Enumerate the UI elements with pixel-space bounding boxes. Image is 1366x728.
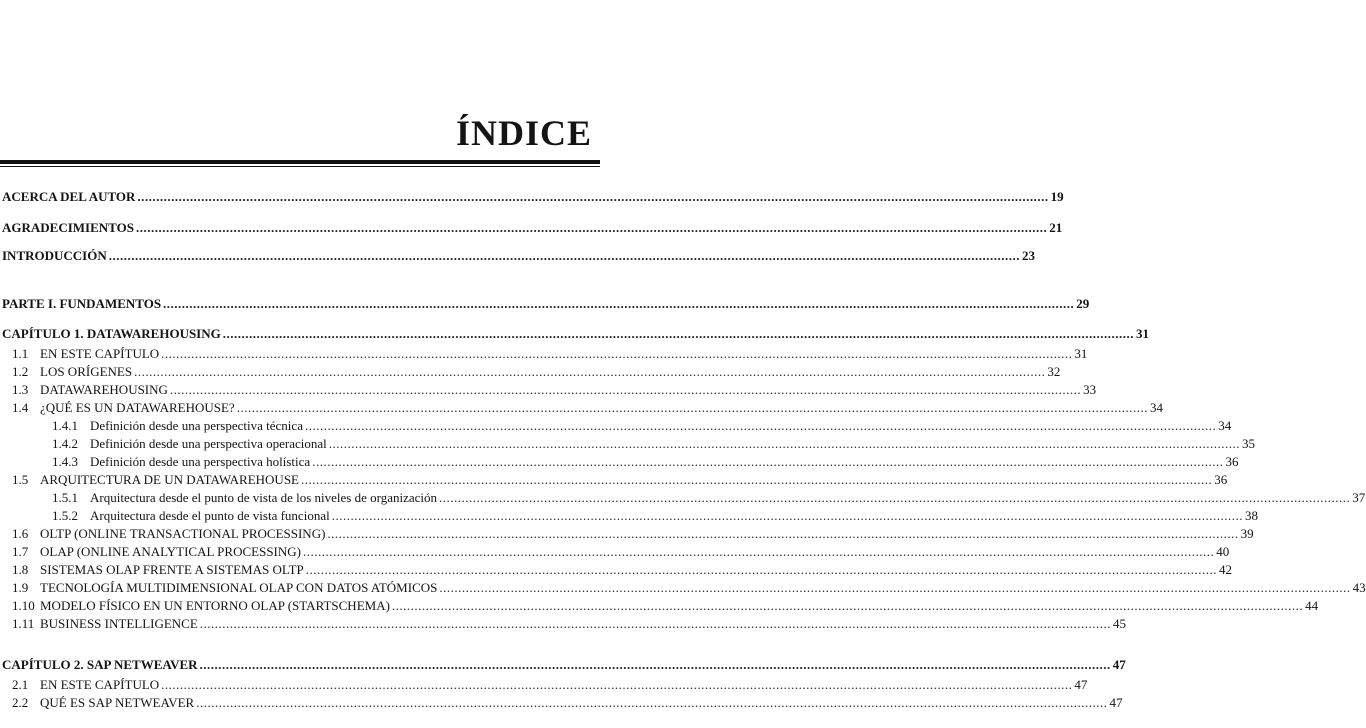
dot-leader: ...................................................................................................................................................................................................................................................: [305, 562, 1218, 577]
dot-leader: ...................................................................................................................................................................................................................................................: [161, 346, 1073, 361]
dot-leader: ...................................................................................................................................................................................................................................................: [236, 400, 1148, 415]
toc-entry-page: 39: [1240, 526, 1254, 541]
toc-entry-page: 47: [1074, 677, 1088, 692]
toc-entry-1-4-1: [52, 418, 1232, 433]
toc-entry-parte-1: [2, 296, 1090, 311]
dot-leader: ...................................................................................................................................................................................................................................................: [199, 616, 1112, 631]
toc-entry-page: 47: [1112, 657, 1126, 672]
toc-entry-page: 36: [1225, 454, 1239, 469]
toc-entry-page: 37: [1352, 490, 1366, 505]
dot-leader: ...................................................................................................................................................................................................................................................: [312, 454, 1224, 469]
toc-entry-1-4: [12, 400, 1163, 415]
toc-entry-page: 42: [1219, 562, 1233, 577]
toc-entry-label: Definición desde una perspectiva holística: [90, 454, 311, 469]
toc-entry-page: 34: [1218, 418, 1232, 433]
dot-leader: ...................................................................................................................................................................................................................................................: [304, 418, 1217, 433]
page-title: ÍNDICE: [455, 113, 592, 153]
toc-entry-1-1: [12, 346, 1088, 361]
dot-leader: ...................................................................................................................................................................................................................................................: [169, 382, 1082, 397]
toc-entry-1-5-2: [52, 508, 1258, 523]
toc-entry-label: Definición desde una perspectiva operacional: [90, 436, 327, 451]
dot-leader: ...................................................................................................................................................................................................................................................: [137, 189, 1049, 204]
dot-leader: ...................................................................................................................................................................................................................................................: [328, 436, 1241, 451]
toc-entry-page: 32: [1047, 364, 1061, 379]
toc-entry-page: 43: [1352, 580, 1366, 595]
toc-entry-label: AGRADECIMIENTOS: [2, 220, 134, 235]
toc-entry-number: 1.4.1: [52, 418, 78, 433]
dot-leader: ...................................................................................................................................................................................................................................................: [301, 472, 1213, 487]
toc-entry-1-7: [12, 544, 1230, 559]
toc-entry-number: 1.3: [12, 382, 29, 397]
toc-entry-label: INTRODUCCIÓN: [2, 248, 107, 263]
dot-leader: ...................................................................................................................................................................................................................................................: [331, 508, 1243, 523]
toc-entry-page: 36: [1214, 472, 1228, 487]
toc-entry-number: 2.1: [12, 677, 29, 692]
dot-leader: ...................................................................................................................................................................................................................................................: [327, 526, 1239, 541]
toc-entry-number: 1.9: [12, 580, 29, 595]
dot-leader: ...................................................................................................................................................................................................................................................: [135, 220, 1048, 235]
title-rule-thick: [0, 160, 600, 164]
toc-entry-number: 1.1: [12, 346, 29, 361]
title-rule-thin: [0, 166, 600, 167]
dot-leader: ...................................................................................................................................................................................................................................................: [391, 598, 1304, 613]
toc-entry-label: Definición desde una perspectiva técnica: [90, 418, 303, 433]
toc-entry-label: OLTP (ONLINE TRANSACTIONAL PROCESSING): [40, 526, 326, 541]
toc-entry-label: EN ESTE CAPÍTULO: [40, 346, 160, 361]
toc-entry-label: LOS ORÍGENES: [40, 364, 133, 379]
toc-entry-page: 33: [1083, 382, 1097, 397]
toc-entry-1-3: [12, 382, 1097, 397]
dot-leader: ...................................................................................................................................................................................................................................................: [439, 490, 1351, 505]
toc-entry-label: Arquitectura desde el punto de vista de los niveles de organización: [90, 490, 438, 505]
dot-leader: ...................................................................................................................................................................................................................................................: [163, 296, 1075, 311]
toc-entry-label: BUSINESS INTELLIGENCE: [40, 616, 198, 631]
toc-entry-number: 1.2: [12, 364, 29, 379]
toc-entry-label: PARTE I. FUNDAMENTOS: [2, 296, 162, 311]
toc-entry-1-9: [12, 580, 1366, 595]
toc-entry-page: 44: [1305, 598, 1319, 613]
toc-entry-capitulo-2: [2, 657, 1126, 672]
toc-entry-page: 31: [1136, 326, 1149, 341]
dot-leader: ...................................................................................................................................................................................................................................................: [108, 248, 1020, 263]
toc-entry-1-10: [12, 598, 1319, 613]
toc-entry-page: 29: [1076, 296, 1090, 311]
dot-leader: ...................................................................................................................................................................................................................................................: [196, 695, 1108, 710]
toc-entry-page: 38: [1244, 508, 1258, 523]
toc-entry-1-4-3: [52, 454, 1239, 469]
toc-entry-acerca: [2, 189, 1064, 204]
toc-entry-page: 21: [1049, 220, 1063, 235]
toc-entry-agradecimientos: [2, 220, 1063, 235]
toc-entry-label: QUÉ ES SAP NETWEAVER: [40, 695, 195, 710]
toc-entry-number: 1.8: [12, 562, 29, 577]
toc-entry-number: 1.4.3: [52, 454, 78, 469]
toc-entry-1-2: [12, 364, 1061, 379]
toc-entry-number: 1.5.1: [52, 490, 78, 505]
toc-entry-label: SISTEMAS OLAP FRENTE A SISTEMAS OLTP: [40, 562, 304, 577]
toc-entry-page: 35: [1242, 436, 1256, 451]
toc-entry-label: EN ESTE CAPÍTULO: [40, 677, 160, 692]
dot-leader: ...................................................................................................................................................................................................................................................: [134, 364, 1046, 379]
toc-entry-page: 31: [1074, 346, 1088, 361]
toc-entry-label: MODELO FÍSICO EN UN ENTORNO OLAP (STARTSCHEMA): [40, 598, 390, 613]
toc-entry-label: DATAWAREHOUSING: [40, 382, 168, 397]
toc-entry-1-8: [12, 562, 1233, 577]
toc-entry-page: 47: [1109, 695, 1123, 710]
dot-leader: ...................................................................................................................................................................................................................................................: [439, 580, 1351, 595]
toc-entry-1-6: [12, 526, 1254, 541]
toc-entry-label: CAPÍTULO 1. DATAWAREHOUSING: [2, 326, 221, 341]
toc-entry-number: 1.5.2: [52, 508, 78, 523]
dot-leader: ...................................................................................................................................................................................................................................................: [161, 677, 1073, 692]
toc-entry-number: 1.5: [12, 472, 29, 487]
toc-entry-number: 1.10: [12, 598, 35, 613]
toc-entry-1-5: [12, 472, 1228, 487]
toc-entry-page: 34: [1149, 400, 1163, 415]
toc-entry-1-5-1: [52, 490, 1366, 505]
toc-entry-number: 1.7: [12, 544, 29, 559]
dot-leader: ...................................................................................................................................................................................................................................................: [302, 544, 1215, 559]
dot-leader: ...................................................................................................................................................................................................................................................: [222, 326, 1134, 341]
toc-entry-number: 2.2: [12, 695, 29, 710]
toc-entry-label: CAPÍTULO 2. SAP NETWEAVER: [2, 657, 198, 672]
toc-entry-introduccion: [2, 248, 1035, 263]
toc-entry-label: ¿QUÉ ES UN DATAWAREHOUSE?: [40, 400, 235, 415]
toc-entry-2-1: [12, 677, 1088, 692]
toc-entry-capitulo-1: [2, 326, 1149, 341]
toc-entry-page: 45: [1113, 616, 1127, 631]
toc-entry-number: 1.4.2: [52, 436, 78, 451]
toc-entry-label: ARQUITECTURA DE UN DATAWAREHOUSE: [40, 472, 299, 487]
dot-leader: ...................................................................................................................................................................................................................................................: [199, 657, 1111, 672]
toc-entry-2-2: [12, 695, 1123, 710]
toc-entry-1-11: [12, 616, 1127, 631]
toc-entry-number: 1.4: [12, 400, 29, 415]
toc-entry-label: OLAP (ONLINE ANALYTICAL PROCESSING): [40, 544, 301, 559]
toc-entry-number: 1.11: [12, 616, 35, 631]
toc-entry-page: 19: [1050, 189, 1064, 204]
toc-entry-page: 23: [1021, 248, 1035, 263]
toc-entry-number: 1.6: [12, 526, 29, 541]
toc-entry-label: ACERCA DEL AUTOR: [2, 189, 136, 204]
toc-entry-page: 40: [1216, 544, 1230, 559]
toc-entry-label: Arquitectura desde el punto de vista funcional: [90, 508, 330, 523]
toc-entry-1-4-2: [52, 436, 1256, 451]
toc-entry-label: TECNOLOGÍA MULTIDIMENSIONAL OLAP CON DATOS ATÓMICOS: [40, 580, 438, 595]
